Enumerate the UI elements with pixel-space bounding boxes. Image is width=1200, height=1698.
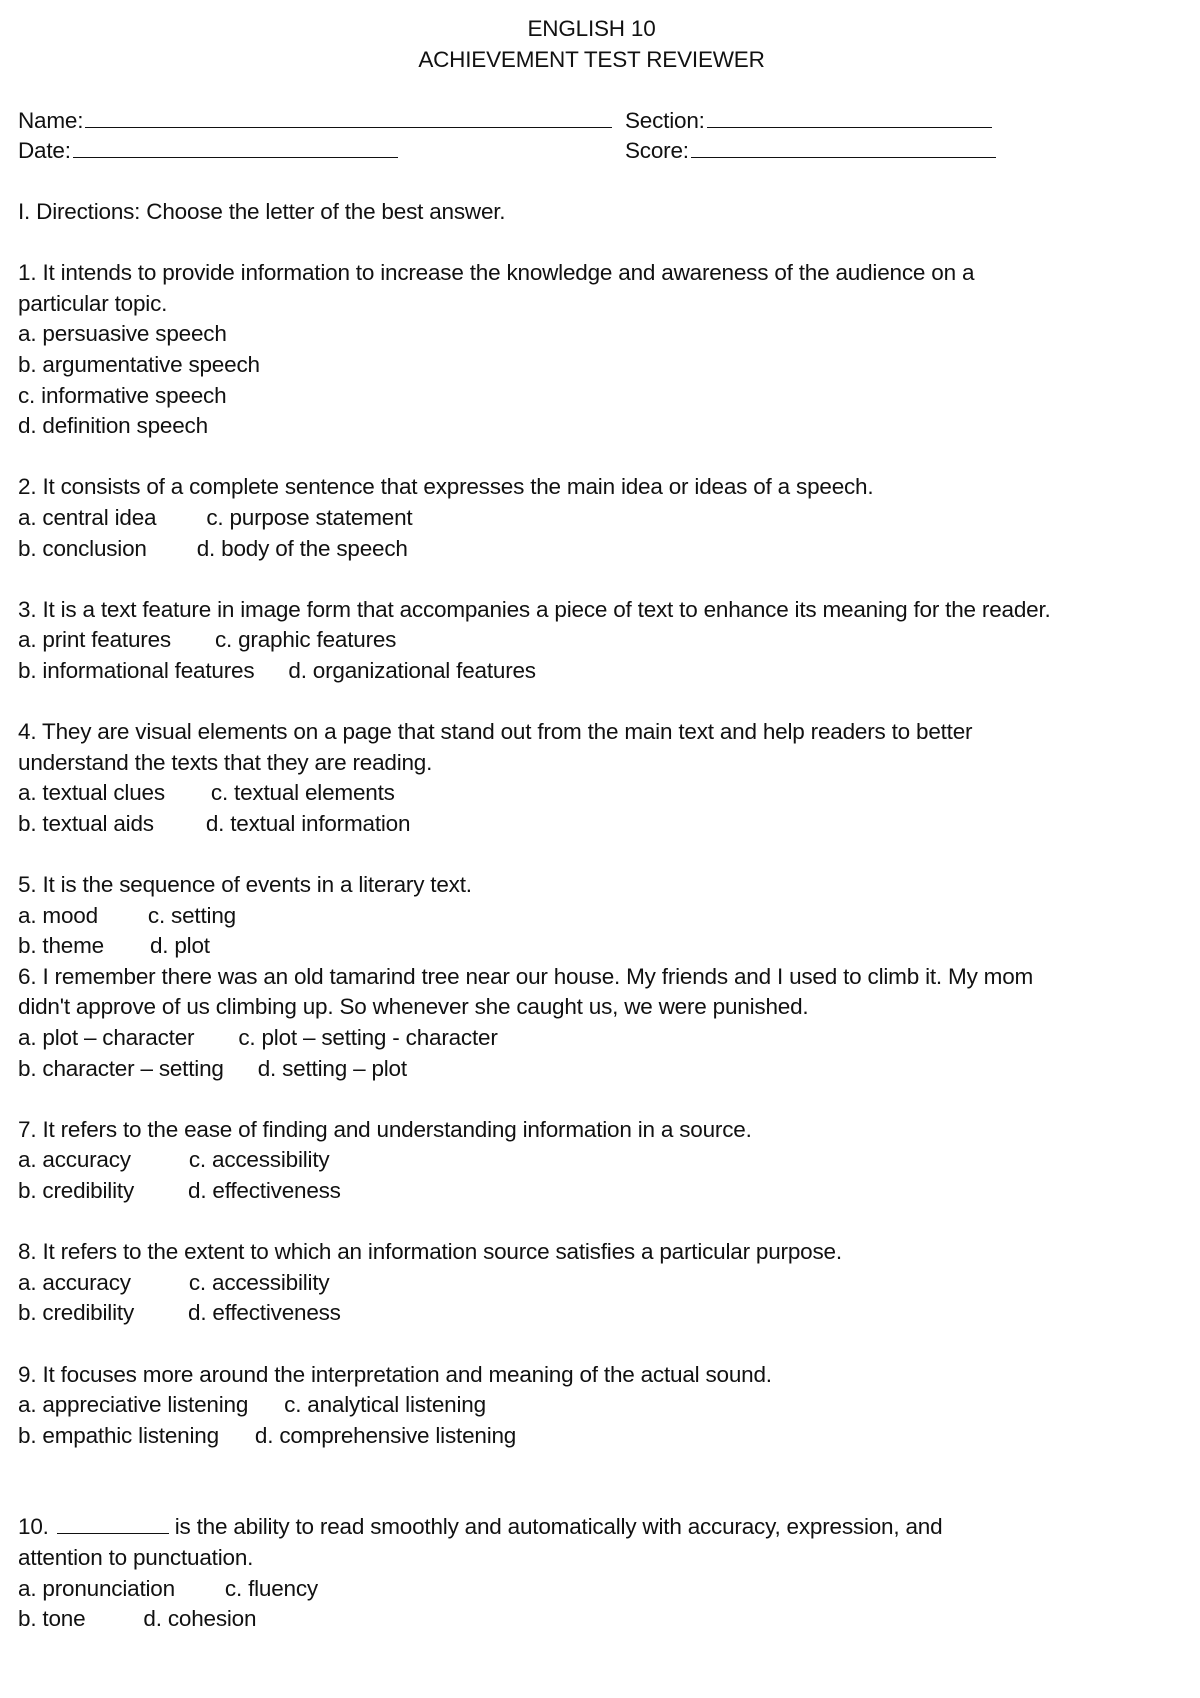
- option-a[interactable]: a. print features: [18, 627, 171, 653]
- question-text: [18, 258, 1058, 319]
- option-c[interactable]: c. accessibility: [188, 1147, 330, 1173]
- question-text: [18, 870, 1178, 901]
- date-blank-line[interactable]: [73, 137, 398, 158]
- option-row: [18, 1298, 1178, 1329]
- option-a[interactable]: a. central idea: [18, 504, 157, 530]
- test-subtitle: ACHIEVEMENT TEST REVIEWER: [418, 46, 765, 72]
- option-row: [18, 1390, 1178, 1421]
- question-6: [18, 962, 1178, 1084]
- question-9: [18, 1360, 1178, 1452]
- option-b[interactable]: b. argumentative speech: [18, 351, 260, 377]
- question-5: [18, 870, 1178, 962]
- score-blank-line[interactable]: [691, 137, 996, 158]
- question-number: 1.: [18, 260, 37, 286]
- option-b[interactable]: b. conclusion: [18, 535, 147, 561]
- name-field[interactable]: [18, 106, 612, 137]
- option-a[interactable]: a. textual clues: [18, 780, 165, 806]
- question-prompt: It is the sequence of events in a literary text.: [42, 872, 472, 898]
- option-row: [18, 1054, 1178, 1085]
- option-a[interactable]: a. accuracy: [18, 1269, 131, 1295]
- question-10: [18, 1512, 1178, 1634]
- option-c[interactable]: c. fluency: [224, 1575, 318, 1601]
- student-info-fields: [18, 106, 1178, 167]
- score-field[interactable]: [625, 136, 996, 167]
- question-number: 10.: [18, 1514, 49, 1540]
- question-text: [18, 1512, 1008, 1573]
- option-row: [18, 809, 1178, 840]
- option-row: [18, 656, 1178, 687]
- option-d[interactable]: d. setting – plot: [257, 1055, 407, 1081]
- question-number: 8.: [18, 1239, 37, 1265]
- question-number: 4.: [18, 719, 37, 745]
- question-text: [18, 1360, 1178, 1391]
- option-b[interactable]: b. empathic listening: [18, 1422, 219, 1448]
- question-7: [18, 1115, 1178, 1207]
- option-c[interactable]: c. plot – setting - character: [238, 1025, 498, 1051]
- option-c[interactable]: c. informative speech: [18, 382, 227, 408]
- option-a[interactable]: a. accuracy: [18, 1147, 131, 1173]
- option-b[interactable]: b. character – setting: [18, 1055, 224, 1081]
- question-text: [18, 1115, 1178, 1146]
- option-a[interactable]: a. plot – character: [18, 1025, 195, 1051]
- option-d[interactable]: d. cohesion: [143, 1606, 257, 1632]
- option-row: [18, 1023, 1178, 1054]
- option-c[interactable]: c. purpose statement: [206, 504, 413, 530]
- option-row: [18, 534, 1178, 565]
- test-document: [18, 14, 1178, 1635]
- option-c[interactable]: c. graphic features: [214, 627, 397, 653]
- option-c[interactable]: c. textual elements: [210, 780, 395, 806]
- option-d[interactable]: d. comprehensive listening: [254, 1422, 517, 1448]
- section-field[interactable]: [625, 106, 992, 137]
- option-a[interactable]: a. appreciative listening: [18, 1392, 249, 1418]
- option-d[interactable]: d. textual information: [205, 810, 411, 836]
- question-number: 2.: [18, 474, 37, 500]
- question-prompt: It is a text feature in image form that accompanies a piece of text to enhance its meaning for the reader.: [42, 596, 1051, 622]
- option-d[interactable]: d. effectiveness: [188, 1300, 341, 1326]
- option-d[interactable]: d. definition speech: [18, 413, 208, 439]
- option-row: [18, 1145, 1178, 1176]
- question-prompt: It refers to the extent to which an information source satisfies a particular purpose.: [42, 1239, 842, 1265]
- option-row: [18, 1421, 1178, 1452]
- section-label: Section:: [625, 108, 705, 133]
- option-b[interactable]: b. credibility: [18, 1300, 134, 1326]
- section-blank-line[interactable]: [707, 107, 992, 128]
- name-label: Name:: [18, 108, 84, 133]
- question-8: [18, 1237, 1178, 1329]
- option-b[interactable]: b. tone: [18, 1606, 86, 1632]
- option-d[interactable]: d. body of the speech: [196, 535, 408, 561]
- question-text: [18, 962, 1058, 1023]
- test-title: ENGLISH 10: [527, 16, 656, 41]
- option-b[interactable]: b. credibility: [18, 1178, 134, 1203]
- question-4: [18, 717, 1178, 839]
- option-row: [18, 1604, 1178, 1635]
- question-prompt: is the ability to read smoothly and automatically with accuracy, expression, and attention to punctuation.: [18, 1514, 949, 1570]
- question-prompt: It focuses more around the interpretation and meaning of the actual sound.: [42, 1361, 772, 1387]
- question-1: [18, 258, 1178, 442]
- option-b[interactable]: b. informational features: [18, 657, 255, 683]
- option-row: [18, 625, 1178, 656]
- question-prompt: It consists of a complete sentence that expresses the main idea or ideas of a speech.: [42, 474, 874, 500]
- option-b[interactable]: b. theme: [18, 933, 104, 959]
- option-row: [18, 901, 1178, 932]
- option-d[interactable]: d. plot: [149, 933, 210, 959]
- option-c[interactable]: c. setting: [147, 902, 236, 928]
- option-c[interactable]: c. analytical listening: [284, 1392, 486, 1418]
- option-d[interactable]: d. effectiveness: [188, 1178, 341, 1203]
- option-a[interactable]: a. mood: [18, 902, 98, 928]
- option-row: [18, 503, 1178, 534]
- question-text: [18, 717, 1003, 778]
- question-prompt: I remember there was an old tamarind tree near our house. My friends and I used to climb it. My mom didn't approve of us climbing up. So whenever she caught us, we were punished.: [18, 963, 1040, 1020]
- option-d[interactable]: d. organizational features: [288, 657, 536, 683]
- date-label: Date:: [18, 138, 71, 163]
- question-prompt: It intends to provide information to increase the knowledge and awareness of the audience on a particular topic.: [18, 260, 981, 316]
- score-label: Score:: [625, 138, 689, 163]
- question-text: [18, 1237, 1178, 1268]
- option-b[interactable]: b. textual aids: [18, 810, 154, 836]
- date-field[interactable]: [18, 136, 398, 167]
- question-number: 5.: [18, 872, 37, 898]
- option-a[interactable]: a. persuasive speech: [18, 321, 227, 347]
- question-number: 3.: [18, 596, 37, 622]
- question-prompt: It refers to the ease of finding and understanding information in a source.: [42, 1116, 752, 1142]
- directions: I. Directions: Choose the letter of the best answer.: [18, 199, 506, 224]
- question-prompt: They are visual elements on a page that stand out from the main text and help readers to better understand the texts that they are reading.: [18, 719, 979, 775]
- option-c[interactable]: c. accessibility: [188, 1269, 330, 1295]
- option-row: [18, 931, 1178, 962]
- question-3: [18, 595, 1178, 687]
- question-text: [18, 472, 1058, 503]
- option-row: [18, 1176, 1178, 1207]
- title-block: [0, 14, 1183, 75]
- option-row: [18, 778, 1178, 809]
- option-a[interactable]: a. pronunciation: [18, 1575, 175, 1601]
- question-number: 7.: [18, 1116, 37, 1142]
- question-number: 6.: [18, 963, 37, 989]
- question-2: [18, 472, 1178, 564]
- name-blank-line[interactable]: [85, 107, 612, 128]
- question-text: [18, 595, 1058, 626]
- option-row: [18, 1574, 1178, 1605]
- question-number: 9.: [18, 1361, 37, 1387]
- answer-blank-line[interactable]: [57, 1515, 169, 1534]
- option-row: [18, 1268, 1178, 1299]
